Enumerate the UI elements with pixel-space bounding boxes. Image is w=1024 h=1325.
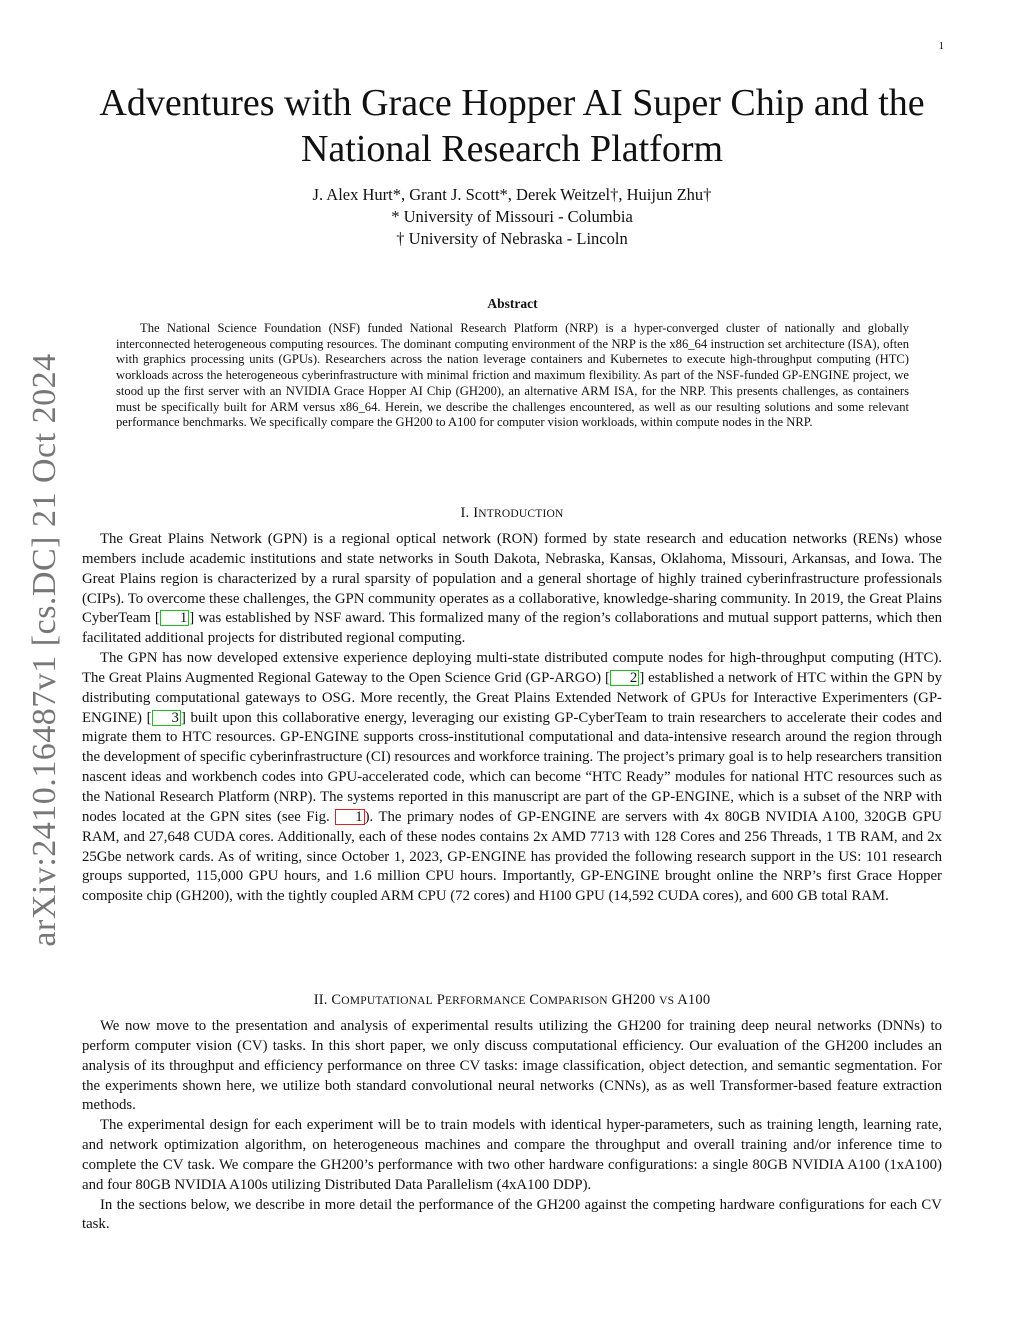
section-title-initial: I	[473, 505, 479, 521]
introduction-body	[82, 530, 942, 907]
section-number: II.	[313, 992, 328, 1008]
figure-link[interactable]: 1	[335, 809, 364, 825]
text-run: The GPN has now developed extensive experience deploying multi-state distributed compute nodes for high-throughput computing (HTC). The Great Plains Augmented Regional Gateway to the Open Science Grid (GP-ARGO)	[82, 650, 942, 686]
text-run: The Great Plains Network (GPN) is a regional optical network (RON) formed by state research and education networks (RENs) whose members include academic institutions and state networks in South Dakota, Nebraska, Kansas, Oklahoma, Missouri, Arkansas, and Iowa. The Great Plains region is characterized by a rural sparsity of population and a general shortage of highly trained cyberinfrastructure professionals (CIPs). To overcome these challenges, the GPN community operates as a collaborative, knowledge-sharing community. In 2019, the Great Plains CyberTeam	[82, 531, 942, 627]
paragraph: We now move to the presentation and analysis of experimental results utilizing the GH200 for training deep neural networks (DNNs) to perform computer vision (CV) tasks. In this short paper, we only discuss computational efficiency. Our evaluation of the GH200 includes an analysis of its throughput and efficiency performance on three CV tasks: image classification, object detection, and semantic segmentation. For the experiments shown here, we utilize both standard convolutional neural networks (CNNs), as as well Transformer-based feature extraction methods.	[82, 1018, 942, 1114]
heading-rest: OMPUTATIONAL	[341, 995, 433, 1007]
heading-initial: P	[436, 992, 445, 1008]
heading-vs: VS	[659, 995, 675, 1007]
text-run: was established by NSF award. This formalized many of the region’s collaborations and mutual support patterns, which then facilitated additional projects for distributed regional computing.	[82, 610, 942, 647]
paragraph: The experimental design for each experiment will be to train models with identical hyper-parameters, such as training length, learning rate, and network optimization algorithm, on heterogeneous machines and compare the throughput and overall training and/or inference time to complete the CV task. We compare the GH200’s performance with two other hardware configurations: a single 80GB NVIDIA A100 (1xA100) and four 80GB NVIDIA A100s utilizing Distributed Data Parallelism (4xA100 DDP).	[82, 1117, 942, 1193]
citation-link[interactable]: 2	[610, 670, 639, 686]
section-title-rest: NTRODUCTION	[478, 508, 564, 520]
abstract-text: The National Science Foundation (NSF) funded National Research Platform (NRP) is a hyper-converged cluster of nationally and globally interconnected heterogeneous computing resources. The dominant computing environment of the NRP is the x86_64 instruction set architecture (ISA), often with graphics processing units (GPUs). Researchers across the nation leverage containers and Kubernetes to execute high-throughput computing (HTC) workloads across the heterogeneous cyberinfrastructure with minimal friction and maximum flexibility. As part of the NSF-funded GP-ENGINE project, we stood up the first server with an NVIDIA Grace Hopper AI Chip (GH200), an alternative ARM ISA, for the NRP. This presents challenges, as containers must be specifically built for ARM versus x86_64. Herein, we describe the challenges encountered, as well as our resulting solutions and some relevant performance benchmarks. We specifically compare the GH200 to A100 for computer vision workloads, within compute nodes in the NRP.	[116, 321, 909, 430]
author-block	[62, 184, 962, 250]
paragraph: In the sections below, we describe in more detail the performance of the GH200 against the competing hardware configurations for each CV task.	[82, 1196, 942, 1233]
text-run: ). The primary nodes of GP-ENGINE are servers with 4x 80GB NVIDIA A100, 320GB GPU RAM, and 27,648 CUDA cores. Additionally, each of these nodes contains 2x AMD 7713 with 128 Cores and 256 Threads, 1 TB RAM, and 2x 25Gbe network cards. As of writing, since October 1, 2023, GP-ENGINE has provided the following research support in the US: 101 research groups supported, 115,000 GPU hours, and 1.6 million CPU hours. Importantly, GP-ENGINE brought online the NRP’s first Grace Hopper composite chip (GH200), with the tightly coupled ARM CPU (72 cores) and H100 GPU (14,592 CUDA cores), and 600 GB total RAM.	[82, 808, 942, 905]
affiliation-missouri: * University of Missouri - Columbia	[391, 207, 633, 226]
arxiv-stamp: arXiv:2410.16487v1 [cs.DC] 21 Oct 2024	[26, 352, 63, 947]
heading-model-b: A100	[677, 992, 711, 1008]
text-run: established a network of HTC within the GPN by distributing computational gateways to OSG. More recently, the Great Plains Extended Network of GPUs for Interactive Experimenters (GP-ENGINE)	[82, 669, 942, 726]
heading-rest: OMPARISON	[539, 995, 608, 1007]
author-names: J. Alex Hurt*, Grant J. Scott*, Derek Weitzel†, Huijun Zhu†	[312, 185, 712, 204]
section-heading-performance	[82, 992, 942, 1009]
affiliation-nebraska: † University of Nebraska - Lincoln	[396, 229, 628, 248]
section-number: I.	[460, 505, 470, 521]
citation-link[interactable]: 1	[160, 610, 189, 626]
heading-initial: C	[529, 992, 540, 1008]
paragraph: The GPN has now developed extensive experience deploying multi-state distributed compute nodes for high-throughput computing (HTC). The Great Plains Augmented Regional Gateway to the Open Science Grid (GP-ARGO) [ 2 ] established a network of HTC within the GPN by distributing computational gateways to OSG. More recently, the Great Plains Extended Network of GPUs for Interactive Experimenters (GP-ENGINE) [ 3 ] built upon this collaborative energy, leveraging our existing GP-CyberTeam to train researchers to accelerate their codes and migrate them to HTC resources. GP-ENGINE supports cross-institutional computational and data-intensive research around the region through the development of specific cyberinfrastructure (CI) resources and workforce training. The project’s primary goal is to help researchers transition nascent ideas and workbench codes into GPU-accelerated code, which can become “HTC Ready” modules for national HTC resources such as the National Research Platform (NRP). The systems reported in this manuscript are part of the GP-ENGINE, which is a subset of the NRP with nodes located at the GPN sites (see Fig. 1 ). The primary nodes of GP-ENGINE are servers with 4x 80GB NVIDIA A100, 320GB GPU RAM, and 27,648 CUDA cores. Additionally, each of these nodes contains 2x AMD 7713 with 128 Cores and 256 Threads, 1 TB RAM, and 2x 25Gbe network cards. As of writing, since October 1, 2023, GP-ENGINE has provided the following research support in the US: 101 research groups supported, 115,000 GPU hours, and 1.6 million CPU hours. Importantly, GP-ENGINE brought online the NRP’s first Grace Hopper composite chip (GH200), with the tightly coupled ARM CPU (72 cores) and H100 GPU (14,592 CUDA cores), and 600 GB total RAM.	[82, 650, 942, 905]
page-number: 1	[938, 40, 944, 52]
paper-title: Adventures with Grace Hopper AI Super Chip and the National Research Platform	[99, 82, 925, 170]
citation-link[interactable]: 3	[152, 710, 181, 726]
abstract-heading: Abstract	[487, 296, 538, 311]
text-run: built upon this collaborative energy, leveraging our existing GP-CyberTeam to train researchers to accelerate their codes and migrate them to HTC resources. GP-ENGINE supports cross-institutional computational and data-intensive research around the region through the development of specific cyberinfrastructure (CI) resources and workforce training. The project’s primary goal is to help researchers transition nascent ideas and workbench codes into GPU-accelerated code, which can become “HTC Ready” modules for national HTC resources such as the National Research Platform (NRP). The systems reported in this manuscript are part of the GP-ENGINE, which is a subset of the NRP with nodes located at the GPN sites (see Fig.	[82, 709, 942, 825]
heading-rest: ERFORMANCE	[444, 995, 526, 1007]
section-heading-introduction	[82, 505, 942, 522]
performance-body	[82, 1017, 942, 1235]
heading-initial: C	[331, 992, 342, 1008]
paragraph: The Great Plains Network (GPN) is a regional optical network (RON) formed by state research and education networks (RENs) whose members include academic institutions and state networks in South Dakota, Nebraska, Kansas, Oklahoma, Missouri, Arkansas, and Iowa. The Great Plains region is characterized by a rural sparsity of population and a general shortage of highly trained cyberinfrastructure professionals (CIPs). To overcome these challenges, the GPN community operates as a collaborative, knowledge-sharing community. In 2019, the Great Plains CyberTeam [ 1 ] was established by NSF award. This formalized many of the region’s collaborations and mutual support patterns, which then facilitated additional projects for distributed regional computing.	[82, 531, 942, 647]
heading-model-a: GH200	[611, 992, 656, 1008]
